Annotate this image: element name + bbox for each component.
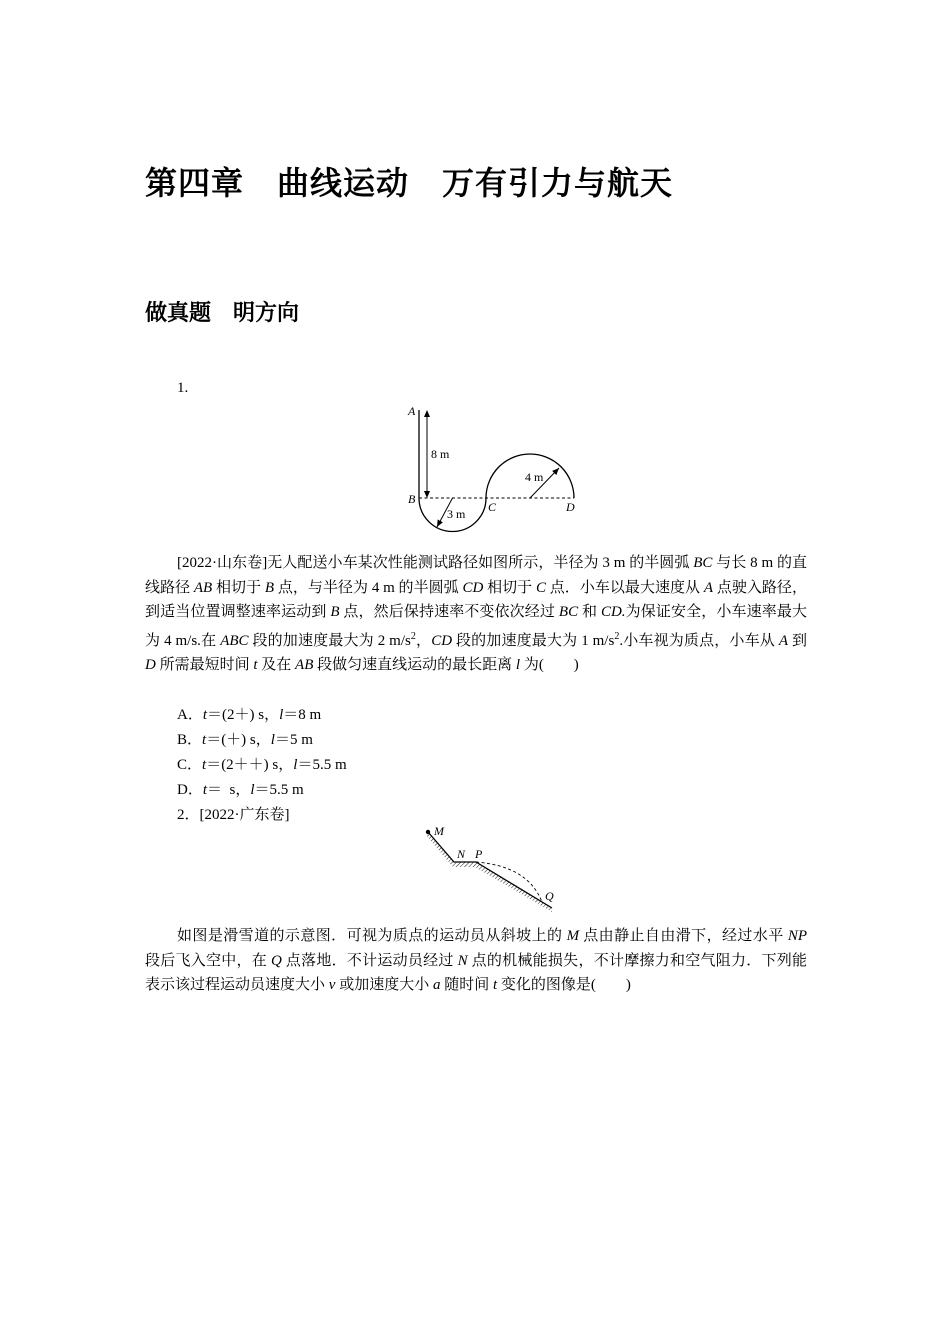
option-text: ＝5.5 m bbox=[297, 757, 347, 773]
stem-text: 点驶入路径，到适当位置调整速率运动到 bbox=[145, 579, 807, 620]
stem-var: v bbox=[328, 977, 336, 993]
stem-text: 相切于 bbox=[483, 579, 536, 596]
stem-var: M bbox=[566, 928, 580, 944]
option-a[interactable] bbox=[177, 703, 321, 724]
label-a: A bbox=[408, 404, 416, 418]
stem-text: 及在 bbox=[257, 657, 296, 673]
stem-var: NP bbox=[787, 928, 807, 944]
slope-line bbox=[428, 832, 552, 908]
stem-var: a bbox=[432, 977, 441, 993]
option-var: l bbox=[270, 732, 275, 748]
label-3m: 3 m bbox=[447, 507, 466, 521]
stem-var: AB bbox=[193, 579, 213, 596]
stem-var: l bbox=[515, 657, 521, 673]
question-1-source: [2022·山东卷] bbox=[177, 555, 268, 571]
option-text: ＝(2＋＋) s， bbox=[206, 757, 294, 773]
question-1-number: 1. bbox=[177, 380, 189, 396]
stem-var: CD. bbox=[600, 604, 626, 620]
stem-var: ABC bbox=[220, 632, 249, 649]
stem-superscript: 2 bbox=[614, 630, 620, 642]
stem-superscript: 2 bbox=[410, 630, 416, 642]
stem-text: 或加速度大小 bbox=[335, 977, 433, 993]
question-2-ski-slope-figure bbox=[420, 822, 570, 917]
stem-text: 点落地．不计运动员经过 bbox=[281, 952, 458, 969]
label-m: M bbox=[434, 824, 444, 838]
stem-text: 为( ) bbox=[520, 657, 579, 673]
stem-text: 与长 8 m 的直线路径 bbox=[145, 555, 808, 596]
question-1-stem bbox=[145, 551, 807, 678]
option-var: l bbox=[293, 757, 298, 773]
stem-text: 变化的图像是( ) bbox=[497, 977, 631, 993]
stem-var: CD bbox=[431, 632, 453, 649]
stem-text: 所需最短时间 bbox=[155, 657, 254, 673]
option-b[interactable] bbox=[177, 728, 313, 749]
option-var: t bbox=[202, 782, 208, 798]
option-var: t bbox=[202, 732, 207, 748]
stem-text: 点．小车以最大速度从 bbox=[545, 579, 704, 596]
stem-text: 和 bbox=[578, 604, 601, 620]
stem-text: 段后飞入空中，在 bbox=[145, 952, 272, 969]
section-title: 做真题 明方向 bbox=[145, 301, 300, 326]
stem-text: 段的加速度最大为 1 m/s bbox=[452, 632, 615, 649]
stem-var: B bbox=[264, 579, 275, 596]
stem-text: 点，与半径为 4 m 的半圆弧 bbox=[274, 579, 463, 596]
stem-var: BC bbox=[558, 604, 579, 620]
chapter-title: 第四章 曲线运动 万有引力与航天 bbox=[145, 164, 674, 202]
stem-text: 点，然后保持速率不变依次经过 bbox=[339, 604, 559, 620]
option-letter: D． bbox=[177, 782, 203, 798]
stem-var: AB bbox=[295, 657, 314, 673]
stem-var: B bbox=[330, 604, 340, 620]
label-8m: 8 m bbox=[431, 447, 450, 461]
stem-text: 点的机械能损失，不计摩擦力和空气阻力．下列能表示该过程运动员速度大小 bbox=[145, 952, 807, 993]
label-n: N bbox=[457, 847, 466, 861]
label-p: P bbox=[475, 847, 483, 861]
stem-text: 无人配送小车某次性能测试路径如图所示，半径为 3 m 的半圆弧 bbox=[267, 555, 694, 571]
label-c: C bbox=[488, 500, 497, 514]
label-d: D bbox=[566, 500, 575, 514]
option-var: l bbox=[279, 707, 284, 723]
option-letter: A． bbox=[177, 707, 203, 723]
option-letter: C． bbox=[177, 757, 203, 773]
stem-text: .小车视为质点，小车从 bbox=[619, 632, 779, 649]
question-2-stem bbox=[145, 924, 807, 998]
stem-text: 随时间 bbox=[440, 977, 493, 993]
stem-var: CD bbox=[462, 579, 484, 596]
stem-var: D bbox=[145, 657, 156, 673]
option-d[interactable] bbox=[177, 778, 304, 799]
stem-text: 为保证安全，小车速率最大为 4 m/s.在 bbox=[145, 604, 807, 649]
stem-var: Q bbox=[271, 952, 282, 969]
stem-text: 段的加速度最大为 2 m/s bbox=[248, 632, 411, 649]
question-2-header: 2．[2022·广东卷] bbox=[177, 807, 290, 823]
stem-var: C bbox=[535, 579, 546, 596]
option-var: t bbox=[202, 757, 207, 773]
stem-text: 点由静止自由滑下，经过水平 bbox=[579, 928, 788, 944]
option-text: ＝ s， bbox=[207, 782, 251, 798]
stem-text: 相切于 bbox=[212, 579, 265, 596]
stem-var: A bbox=[778, 632, 789, 649]
label-q: Q bbox=[545, 889, 554, 903]
stem-text: 到 bbox=[788, 632, 807, 649]
stem-var: BC bbox=[693, 555, 713, 571]
option-text: ＝5 m bbox=[274, 732, 313, 748]
option-text: ＝8 m bbox=[283, 707, 322, 723]
option-c[interactable] bbox=[177, 753, 347, 774]
stem-var: t bbox=[492, 977, 498, 993]
question-1-track-figure bbox=[400, 400, 590, 540]
stem-text: 段做匀速直线运动的最长距离 bbox=[313, 657, 516, 673]
option-var: t bbox=[202, 707, 208, 723]
option-text: ＝5.5 m bbox=[254, 782, 304, 798]
label-4m: 4 m bbox=[525, 470, 544, 484]
stem-text: ， bbox=[415, 632, 432, 649]
option-letter: B． bbox=[177, 732, 203, 748]
point-m-dot bbox=[426, 830, 430, 834]
option-text: ＝(＋) s， bbox=[206, 732, 271, 748]
option-text: ＝(2＋) s， bbox=[207, 707, 280, 723]
stem-var: t bbox=[253, 657, 258, 673]
stem-var: A bbox=[703, 579, 714, 596]
stem-text: 如图是滑雪道的示意图．可视为质点的运动员从斜坡上的 bbox=[177, 928, 567, 944]
option-var: l bbox=[250, 782, 255, 798]
stem-var: N bbox=[457, 952, 468, 969]
label-b: B bbox=[408, 492, 416, 506]
ground-hatching bbox=[426, 832, 552, 912]
